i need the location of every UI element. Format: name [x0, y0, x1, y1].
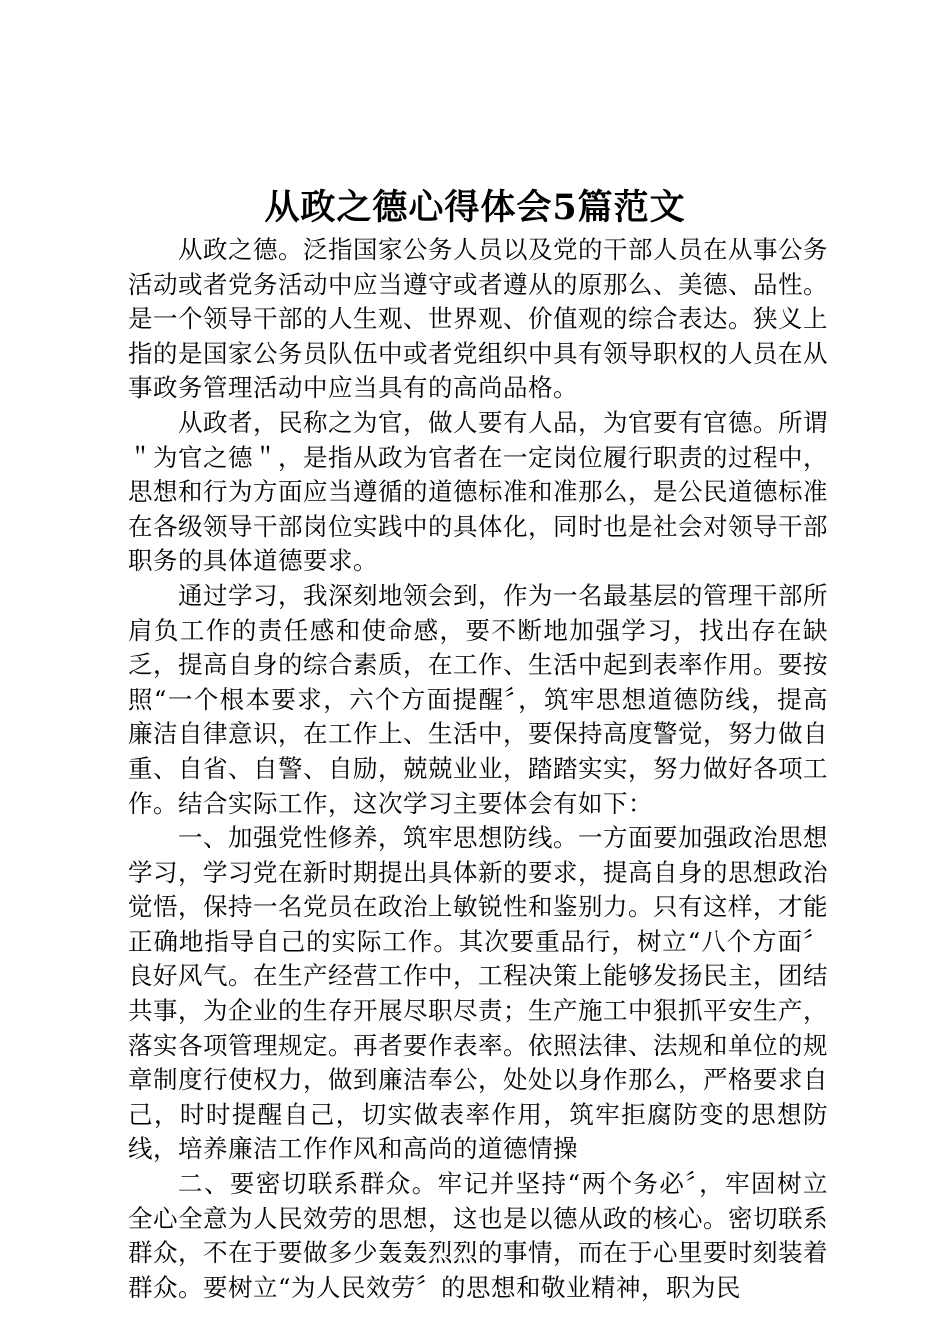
document-title: 从政之德心得体会5篇范文	[264, 187, 686, 228]
paragraph: 一、加强党性修养，筑牢思想防线。一方面要加强政治思想学习，学习党在新时期提出具体新的要求，提高自身的思想政治觉悟，保持一名党员在政治上敏锐性和鉴别力。只有这样，才能正确地指导自己的实际工作。其次要重品行，树立“八个方面〞良好风气。在生产经营工作中，工程决策上能够发扬民主，团结共事，为企业的生存开展尽职尽责；生产施工中狠抓平安生产，落实各项管理规定。再者要作表率。依照法律、法规和单位的规章制度行使权力，做到廉洁奉公，处处以身作那么，严格要求自己，时时提醒自己，切实做表率作用，筑牢拒腐防变的思想防线，培养廉洁工作作风和高尚的道德情操	[128, 823, 828, 1164]
document-body	[128, 233, 828, 1305]
paragraph: 从政者，民称之为官，做人要有人品，为官要有官德。所谓＂为官之德＂，是指从政为官者在一定岗位履行职责的过程中，思想和行为方面应当遵循的道德标准和准那么，是公民道德标准在各级领导干部岗位实践中的具体化，同时也是社会对领导干部职务的具体道德要求。	[128, 407, 828, 576]
paragraph: 二、要密切联系群众。牢记并坚持“两个务必〞，牢固树立全心全意为人民效劳的思想，这也是以德从政的核心。密切联系群众，不在于要做多少轰轰烈烈的事情，而在于心里要时刻装着群众。要树立“为人民效劳〞的思想和敬业精神，职为民	[128, 1169, 828, 1302]
paragraph: 通过学习，我深刻地领会到，作为一名最基层的管理干部所肩负工作的责任感和使命感，要不断地加强学习，找出存在缺乏，提高自身的综合素质，在工作、生活中起到表率作用。要按照“一个根本要求，六个方面提醒〞，筑牢思想道德防线，提高廉洁自律意识，在工作上、生活中，要保持高度警觉，努力做自重、自省、自警、自励，兢兢业业，踏踏实实，努力做好各项工作。结合实际工作，这次学习主要体会有如下：	[128, 580, 828, 818]
paragraph: 从政之德。泛指国家公务人员以及党的干部人员在从事公务活动或者党务活动中应当遵守或者遵从的原那么、美德、品性。是一个领导干部的人生观、世界观、价值观的综合表达。狭义上指的是国家公务员队伍中或者党组织中具有领导职权的人员在从事政务管理活动中应当具有的高尚品格。	[128, 235, 828, 403]
